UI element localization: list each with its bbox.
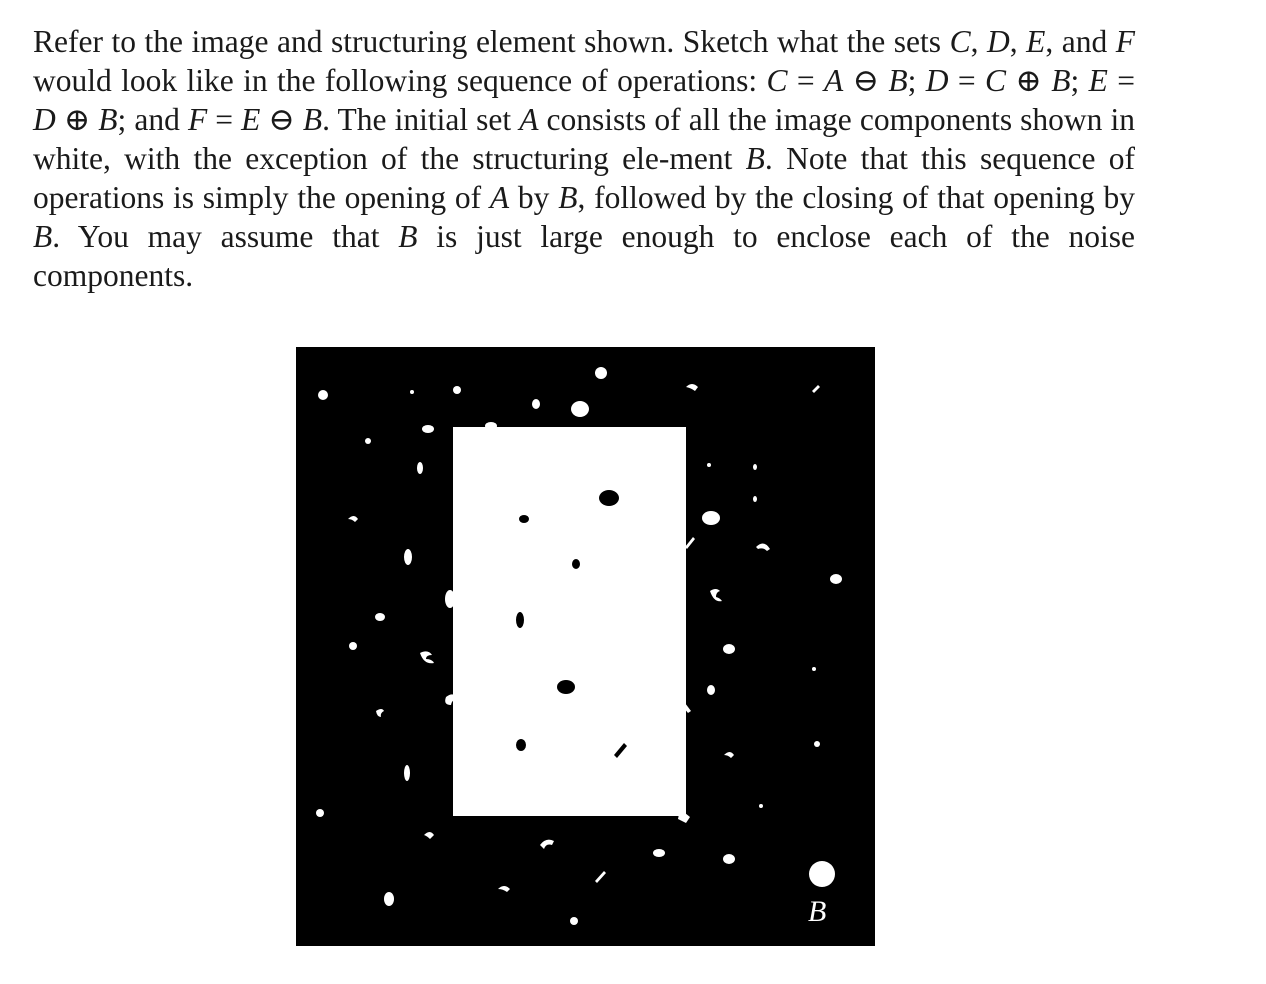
math-var: B (33, 219, 53, 254)
noise-blob (453, 386, 461, 394)
noise-blob (723, 854, 735, 864)
noise-blob (316, 809, 324, 817)
math-var: B (558, 180, 578, 215)
noise-blob (540, 840, 554, 849)
text-segment: , (970, 24, 987, 59)
text-segment: ⊖ (260, 102, 303, 137)
text-segment: is just large enough to enclose each of the noise components. (33, 219, 1135, 293)
text-segment: ; (1070, 63, 1089, 98)
hole-blob (599, 490, 619, 506)
noise-blob (375, 613, 385, 621)
math-var: B (745, 141, 765, 176)
noise-blob (349, 642, 357, 650)
math-var: D (33, 102, 56, 137)
noise-blob (707, 463, 711, 467)
noise-blob (812, 667, 816, 671)
text-segment: ⊖ (843, 63, 889, 98)
noise-blob (365, 438, 371, 444)
noise-blob (830, 574, 842, 584)
structuring-element-label: B (808, 895, 827, 928)
problem-text (33, 22, 1135, 295)
noise-blob (404, 549, 412, 565)
math-var: F (187, 102, 208, 137)
noise-blob (570, 917, 578, 925)
text-segment: consists of all the image components shown in white, with the exception of the structuring ele-ment (33, 102, 1135, 176)
noise-blob (685, 537, 695, 549)
text-segment: by (509, 180, 559, 215)
text-segment: ⊕ (1006, 63, 1052, 98)
noise-blob (653, 849, 665, 857)
noise-blob (710, 589, 722, 601)
noise-blob (724, 752, 734, 758)
noise-blob (424, 832, 434, 839)
noise-blob (814, 741, 820, 747)
noise-blob (384, 892, 394, 906)
text-segment: = (948, 63, 986, 98)
hole-blob (557, 680, 575, 694)
hole-blob (516, 612, 524, 628)
noise-blob (753, 464, 757, 470)
noise-blob (812, 385, 820, 393)
hole-blob (572, 559, 580, 569)
noise-blob (532, 399, 540, 409)
noise-blob (759, 804, 763, 808)
math-var: A (824, 63, 844, 98)
math-var: C (766, 63, 788, 98)
math-var: E (1088, 63, 1108, 98)
text-segment: , (1009, 24, 1027, 59)
noise-blob (707, 685, 715, 695)
noise-blob (595, 871, 606, 883)
noise-blob (445, 590, 455, 608)
hole-blob (516, 739, 526, 751)
noise-blob (723, 644, 735, 654)
noise-blob (595, 367, 607, 379)
hole-blob (519, 515, 529, 523)
noise-blob (422, 425, 434, 433)
large-white-rectangle (453, 427, 686, 816)
text-segment: would look like in the following sequence of operations: (33, 63, 767, 98)
noise-blob (420, 651, 434, 663)
math-var: A (519, 102, 539, 137)
noise-blob (348, 516, 358, 522)
math-var: E (241, 102, 261, 137)
math-var: A (489, 180, 510, 215)
text-segment: ; (907, 63, 926, 98)
noise-blob (485, 422, 497, 430)
math-var: D (925, 63, 949, 98)
text-segment: = (207, 102, 242, 137)
text-segment: Refer to the image and structuring element shown. Sketch what the sets (33, 24, 950, 59)
morphology-figure (296, 347, 875, 946)
noise-blob (686, 384, 698, 391)
noise-blob (417, 462, 423, 474)
math-var: B (302, 102, 323, 137)
noise-blob (376, 709, 384, 717)
text-segment: . The initial set (322, 102, 520, 137)
text-segment: ; and (117, 102, 188, 137)
noise-blob (318, 390, 328, 400)
text-segment: . Note that this sequence of operations is simply the opening of (33, 141, 1135, 215)
text-segment: , followed by the closing of that opening by (577, 180, 1136, 215)
text-segment: . You may assume that (52, 219, 399, 254)
text-segment: ⊕ (55, 102, 99, 137)
text-segment: = (787, 63, 824, 98)
noise-blob (702, 511, 720, 525)
text-segment: = (1107, 63, 1135, 98)
binary-image (296, 347, 875, 946)
noise-blob (571, 401, 589, 417)
noise-blob (753, 496, 757, 502)
text-segment: , and (1045, 24, 1116, 59)
math-var: D (986, 24, 1010, 59)
noise-blob (410, 390, 414, 394)
math-var: E (1026, 24, 1046, 59)
math-var: B (98, 102, 118, 137)
math-var: C (949, 24, 971, 59)
math-var: F (1115, 24, 1135, 59)
noise-blob (404, 765, 410, 781)
noise-blob (498, 886, 510, 892)
structuring-element-disk (809, 861, 835, 887)
math-var: B (888, 63, 908, 98)
noise-blob (756, 543, 770, 551)
math-var: B (398, 219, 418, 254)
math-var: B (1051, 63, 1071, 98)
math-var: C (985, 63, 1007, 98)
